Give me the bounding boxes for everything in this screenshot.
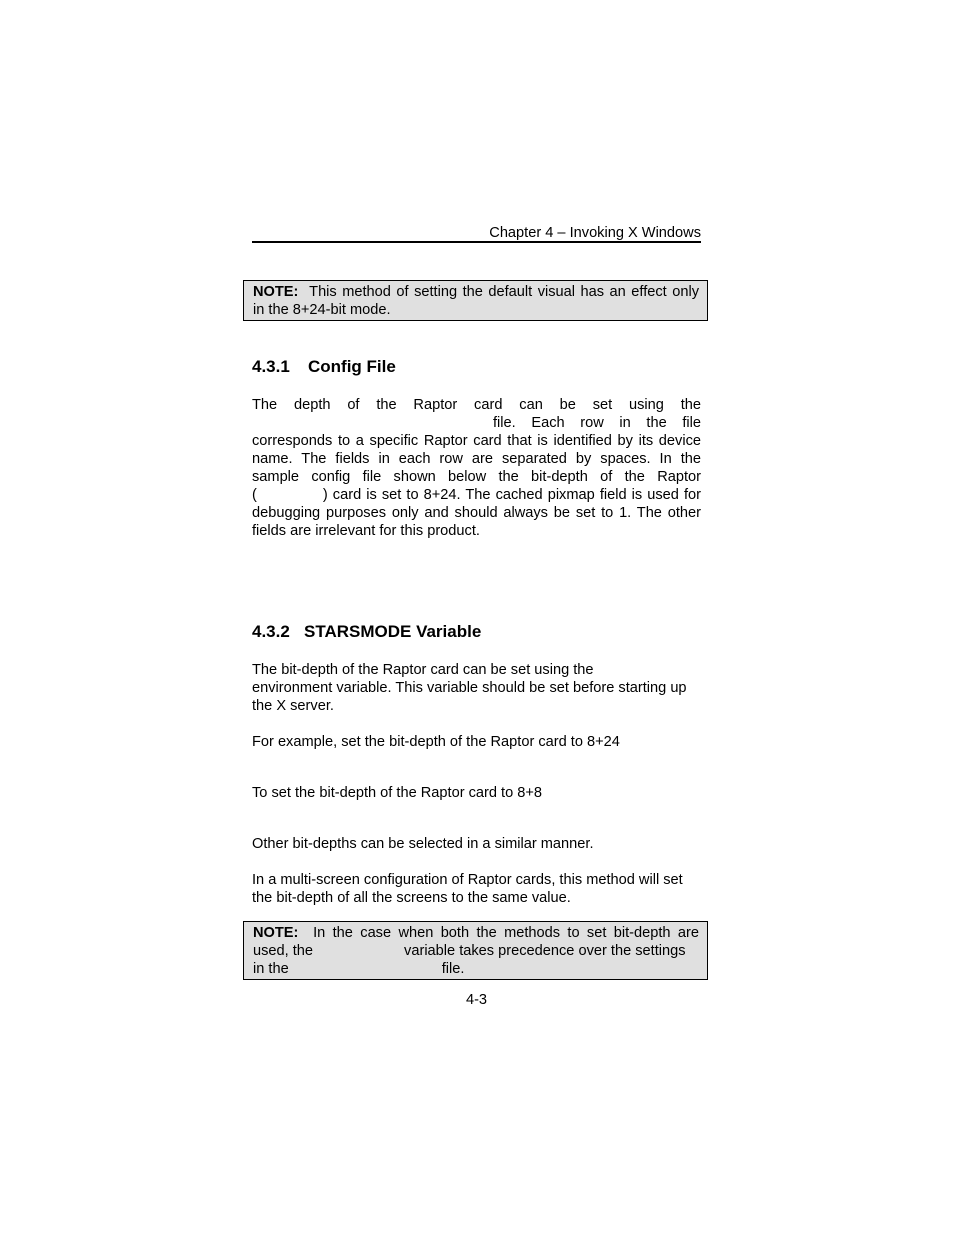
open-paren: ( — [252, 487, 257, 503]
section-number: 4.3.2 — [252, 622, 290, 641]
note-line-2 — [253, 942, 699, 960]
note-box-precedence — [243, 921, 708, 980]
section-number: 4.3.1 — [252, 357, 290, 376]
paragraph-line: the bit-depth of all the screens to the same value. — [252, 890, 571, 906]
paragraph-line-text: ) card is set to 8+24. The cached pixmap field is used for — [322, 487, 701, 503]
starsmode-example-8-24: For example, set the bit-depth of the Raptor card to 8+24 — [252, 734, 620, 750]
note-line-1 — [253, 924, 699, 942]
section-title: STARSMODE Variable — [304, 622, 482, 641]
note-line-2: in the 8+24-bit mode. — [253, 302, 391, 318]
section-title: Config File — [308, 357, 396, 376]
paragraph-line: sample config file shown below the bit-depth of the Raptor — [252, 469, 701, 485]
note-text: used, the — [253, 943, 314, 959]
running-header: Chapter 4 – Invoking X Windows — [489, 225, 701, 241]
paragraph-line: fields are irrelevant for this product. — [252, 523, 480, 539]
note-text: in the — [253, 961, 289, 977]
note-text: file. — [441, 961, 465, 977]
starsmode-example-8-8: To set the bit-depth of the Raptor card to 8+8 — [252, 785, 543, 801]
paragraph-line: The bit-depth of the Raptor card can be set using the — [252, 662, 594, 678]
starsmode-paragraph-1 — [252, 661, 701, 715]
note-text: In the case when both the methods to set bit-depth are — [313, 925, 699, 941]
paragraph-line: file. Each row in the file — [493, 415, 701, 431]
paragraph-line: environment variable. This variable should be set before starting up — [252, 680, 687, 696]
note-box-visual-mode — [243, 280, 708, 321]
header-rule — [252, 241, 701, 243]
note-label: NOTE: — [253, 284, 299, 300]
section-heading-config-file — [252, 357, 396, 377]
page-number: 4-3 — [465, 992, 488, 1008]
note-label: NOTE: — [253, 925, 299, 941]
note-text: This method of setting the default visual has an effect only — [309, 284, 699, 300]
note-text: variable takes precedence over the settings — [404, 943, 686, 959]
paragraph-line: corresponds to a specific Raptor card that is identified by its device — [252, 433, 701, 449]
paragraph-line: the X server. — [252, 698, 334, 714]
note-line-3 — [253, 960, 699, 978]
starsmode-multiscreen-paragraph — [252, 871, 701, 907]
config-file-paragraph — [252, 396, 701, 540]
starsmode-other-depths: Other bit-depths can be selected in a similar manner. — [252, 836, 594, 852]
section-heading-starsmode — [252, 622, 481, 642]
note-line-1 — [253, 283, 699, 301]
paragraph-line: In a multi-screen configuration of Raptor cards, this method will set — [252, 872, 683, 888]
paragraph-line: debugging purposes only and should always be set to 1. The other — [252, 505, 701, 521]
paragraph-line: name. The fields in each row are separated by spaces. In the — [252, 451, 701, 467]
paragraph-line — [252, 486, 701, 504]
paragraph-line: The depth of the Raptor card can be set using the — [252, 397, 701, 413]
